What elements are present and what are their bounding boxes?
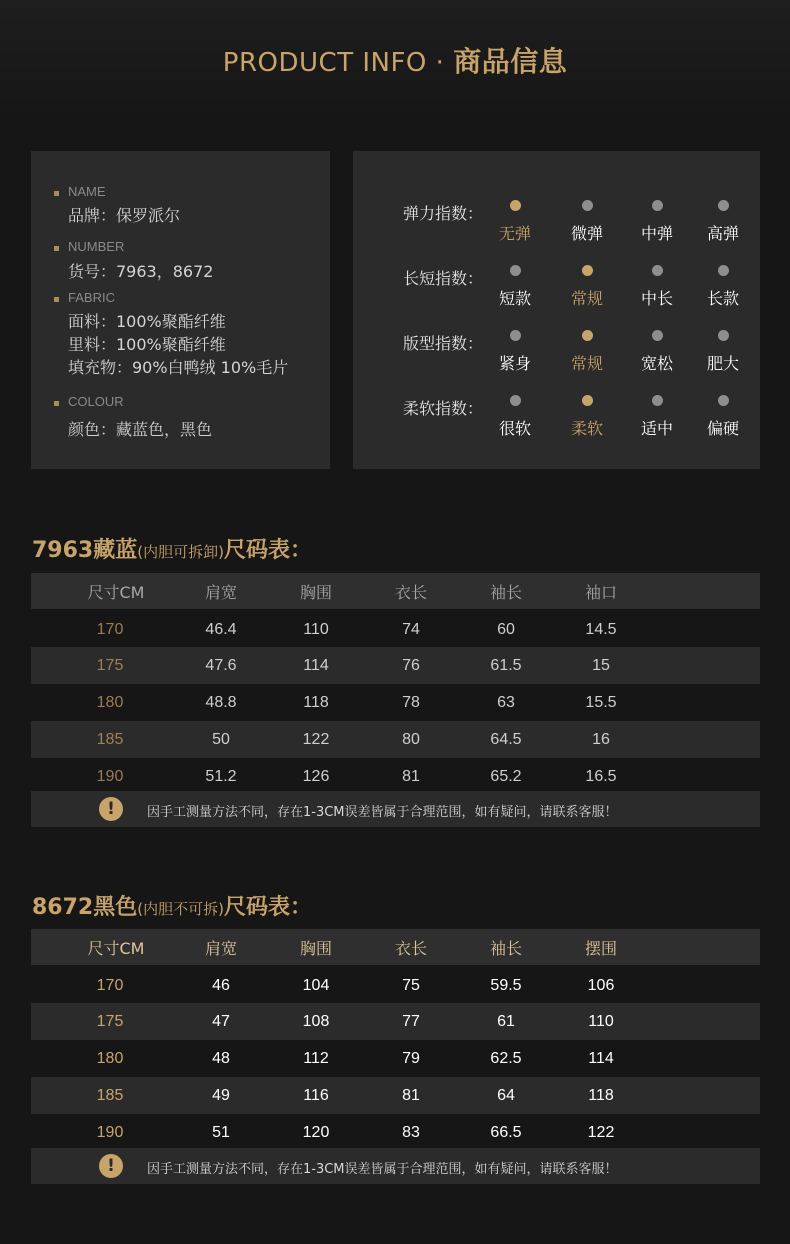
measurement-cell: 14.5 — [585, 620, 617, 638]
measurement-cell: 74 — [402, 620, 420, 638]
title-main: 8672黑色 — [32, 895, 138, 920]
selected-dot-icon — [582, 330, 593, 341]
measurement-cell: 83 — [402, 1123, 420, 1141]
table-row — [31, 1003, 760, 1040]
table-header — [31, 929, 760, 965]
index-option-label: 偏硬 — [706, 419, 739, 438]
size-cell: 170 — [96, 976, 124, 994]
index-option-label: 无弹 — [498, 224, 531, 243]
measurement-cell: 110 — [303, 620, 329, 638]
table-row — [31, 967, 760, 1004]
index-option — [485, 330, 545, 374]
size-table-title-7963 — [32, 533, 312, 564]
index-option-label: 长款 — [706, 289, 739, 308]
fabric-text: 面料：100%聚酯纤维 — [68, 312, 226, 331]
measurement-cell: 46.4 — [205, 620, 237, 638]
table-row — [31, 684, 760, 721]
measurement-cell: 63 — [497, 693, 515, 711]
size-cell: 175 — [96, 1012, 124, 1030]
exclamation-icon: ! — [99, 1154, 123, 1178]
bullet-icon — [54, 191, 59, 196]
measurement-cell: 60 — [497, 620, 515, 638]
measurement-cell: 47 — [212, 1012, 230, 1030]
title-end: 尺码表： — [223, 538, 312, 563]
index-option — [627, 265, 687, 309]
table-row — [31, 1077, 760, 1114]
dot-icon — [652, 330, 663, 341]
measurement-cell: 76 — [402, 656, 420, 674]
bullet-icon — [54, 401, 59, 406]
dot-icon — [510, 330, 521, 341]
dot-icon — [652, 395, 663, 406]
index-option — [485, 395, 545, 439]
name-label: NAME — [68, 184, 106, 199]
dot-icon — [652, 265, 663, 276]
measurement-cell: 81 — [402, 767, 420, 785]
index-option — [693, 395, 753, 439]
measurement-cell: 47.6 — [205, 656, 237, 674]
table-row — [31, 611, 760, 648]
exclamation-icon: ! — [99, 797, 123, 821]
notice-text: 因手工测量方法不同，存在1-3CM误差皆属于合理范围，如有疑问，请联系客服！ — [147, 805, 618, 820]
index-option — [485, 200, 545, 244]
index-option-label: 中弹 — [640, 224, 673, 243]
page-title — [0, 40, 790, 80]
column-header: 衣长 — [394, 938, 427, 958]
item-number-text: 货号：7963，8672 — [68, 262, 214, 281]
dot-icon — [652, 200, 663, 211]
measurement-cell: 116 — [303, 1086, 329, 1104]
index-option-label: 很软 — [498, 419, 531, 438]
measurement-cell: 106 — [587, 976, 615, 994]
index-option — [693, 200, 753, 244]
column-header: 胸围 — [299, 582, 332, 602]
column-header: 尺寸CM — [87, 582, 145, 602]
measurement-cell: 110 — [588, 1012, 614, 1030]
measurement-cell: 15 — [592, 656, 610, 674]
dot-icon — [582, 200, 593, 211]
column-header: 摆围 — [584, 938, 617, 958]
index-label: 长短指数： — [403, 269, 484, 288]
dot-icon — [718, 330, 729, 341]
measurement-cell: 16 — [592, 730, 610, 748]
measurement-cell: 64.5 — [490, 730, 522, 748]
index-row — [353, 396, 760, 436]
index-option — [485, 265, 545, 309]
index-option — [557, 265, 617, 309]
measurement-cell: 49 — [212, 1086, 230, 1104]
column-header: 尺寸CM — [87, 938, 145, 958]
column-header: 衣长 — [394, 582, 427, 602]
index-option-label: 微弹 — [570, 224, 603, 243]
product-info-panel — [31, 151, 330, 469]
measurement-cell: 114 — [303, 656, 329, 674]
index-option — [693, 330, 753, 374]
index-option — [557, 330, 617, 374]
index-row — [353, 331, 760, 371]
measurement-cell: 104 — [302, 976, 330, 994]
dot-icon — [718, 395, 729, 406]
index-option-label: 常规 — [570, 289, 603, 308]
index-option-label: 适中 — [640, 419, 673, 438]
index-option-label: 宽松 — [640, 354, 673, 373]
measurement-cell: 59.5 — [490, 976, 522, 994]
table-row — [31, 758, 760, 795]
index-label: 弹力指数： — [403, 204, 484, 223]
measurement-cell: 46 — [212, 976, 230, 994]
measurement-cell: 64 — [497, 1086, 515, 1104]
index-option-label: 紧身 — [498, 354, 531, 373]
selected-dot-icon — [582, 395, 593, 406]
bullet-icon — [54, 297, 59, 302]
colour-label: COLOUR — [68, 394, 124, 409]
index-option-label: 中长 — [640, 289, 673, 308]
dot-icon — [510, 395, 521, 406]
index-option-label: 高弹 — [706, 224, 739, 243]
title-note: (内胆不可拆) — [137, 900, 224, 918]
fabric-label: FABRIC — [68, 290, 115, 305]
measurement-cell: 122 — [302, 730, 330, 748]
measurement-cell: 51 — [212, 1123, 230, 1141]
measurement-cell: 66.5 — [490, 1123, 522, 1141]
index-option — [627, 330, 687, 374]
dot-icon — [718, 265, 729, 276]
size-table-title-8672 — [32, 890, 312, 921]
measurement-cell: 61.5 — [490, 656, 522, 674]
size-cell: 185 — [96, 730, 124, 748]
measurement-cell: 65.2 — [490, 767, 522, 785]
size-cell: 190 — [96, 767, 124, 785]
index-option — [557, 200, 617, 244]
index-option — [627, 200, 687, 244]
measurement-cell: 16.5 — [585, 767, 617, 785]
index-row — [353, 201, 760, 241]
measurement-cell: 78 — [402, 693, 420, 711]
dot-icon — [718, 200, 729, 211]
measurement-cell: 118 — [588, 1086, 614, 1104]
page-title-en: PRODUCT INFO · — [222, 48, 454, 78]
measurement-cell: 48.8 — [205, 693, 237, 711]
lining-text: 里料：100%聚酯纤维 — [68, 335, 226, 354]
table-row — [31, 1040, 760, 1077]
title-end: 尺码表： — [223, 895, 312, 920]
measurement-cell: 112 — [303, 1049, 329, 1067]
measurement-cell: 61 — [497, 1012, 515, 1030]
measurement-cell: 118 — [303, 693, 329, 711]
index-option — [557, 395, 617, 439]
measurement-cell: 79 — [402, 1049, 420, 1067]
notice-text: 因手工测量方法不同，存在1-3CM误差皆属于合理范围，如有疑问，请联系客服！ — [147, 1162, 618, 1177]
measurement-cell: 108 — [302, 1012, 330, 1030]
index-row — [353, 266, 760, 306]
measurement-cell: 75 — [402, 976, 420, 994]
measurement-cell: 51.2 — [205, 767, 237, 785]
measurement-cell: 122 — [587, 1123, 615, 1141]
index-option-label: 肥大 — [706, 354, 739, 373]
column-header: 肩宽 — [204, 938, 237, 958]
measurement-cell: 77 — [402, 1012, 420, 1030]
index-label: 柔软指数： — [403, 399, 484, 418]
filling-text: 填充物：90%白鸭绒 10%毛片 — [68, 358, 289, 377]
index-label: 版型指数： — [403, 334, 484, 353]
measurement-cell: 48 — [212, 1049, 230, 1067]
column-header: 袖长 — [489, 938, 522, 958]
header — [0, 0, 790, 120]
fit-index-panel — [353, 151, 760, 469]
measurement-cell: 15.5 — [585, 693, 617, 711]
measurement-notice — [31, 1148, 760, 1184]
colour-text: 颜色：藏蓝色，黑色 — [68, 420, 213, 439]
measurement-notice — [31, 791, 760, 827]
column-header: 肩宽 — [204, 582, 237, 602]
size-cell: 170 — [96, 620, 124, 638]
size-cell: 185 — [96, 1086, 124, 1104]
measurement-cell: 114 — [588, 1049, 614, 1067]
size-cell: 190 — [96, 1123, 124, 1141]
size-cell: 180 — [96, 693, 124, 711]
size-cell: 180 — [96, 1049, 124, 1067]
selected-dot-icon — [582, 265, 593, 276]
index-option-label: 短款 — [498, 289, 531, 308]
column-header: 袖口 — [584, 582, 617, 602]
column-header: 胸围 — [299, 938, 332, 958]
table-row — [31, 647, 760, 684]
number-label: NUMBER — [68, 239, 125, 254]
size-cell: 175 — [96, 656, 124, 674]
measurement-cell: 81 — [402, 1086, 420, 1104]
table-header — [31, 573, 760, 609]
table-row — [31, 721, 760, 758]
index-option-label: 常规 — [570, 354, 603, 373]
measurement-cell: 80 — [402, 730, 420, 748]
table-row — [31, 1114, 760, 1151]
measurement-cell: 62.5 — [490, 1049, 522, 1067]
selected-dot-icon — [510, 200, 521, 211]
dot-icon — [510, 265, 521, 276]
brand-text: 品牌：保罗派尔 — [68, 206, 181, 225]
index-option-label: 柔软 — [570, 419, 603, 438]
title-main: 7963藏蓝 — [32, 538, 138, 563]
measurement-cell: 120 — [302, 1123, 330, 1141]
title-note: (内胆可拆卸) — [137, 543, 224, 561]
index-option — [627, 395, 687, 439]
index-option — [693, 265, 753, 309]
measurement-cell: 126 — [302, 767, 330, 785]
bullet-icon — [54, 246, 59, 251]
column-header: 袖长 — [489, 582, 522, 602]
page-title-cn: 商品信息 — [453, 45, 568, 78]
measurement-cell: 50 — [212, 730, 230, 748]
